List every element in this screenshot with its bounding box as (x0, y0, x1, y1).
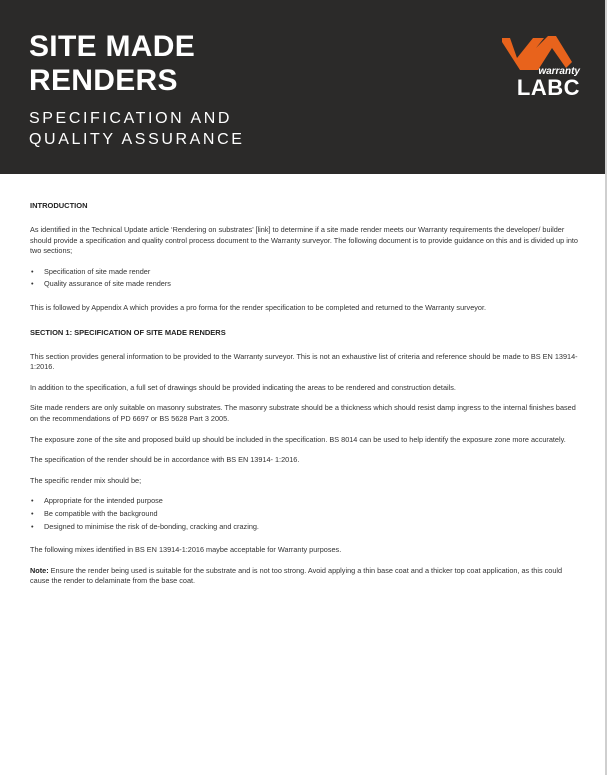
page-title (29, 30, 195, 98)
list-item: • Specification of site made render (30, 267, 578, 278)
page-header (0, 0, 605, 174)
intro-bullet-list (30, 267, 578, 290)
section1-paragraph-1: This section provides general information to be provided to the Warranty surveyor. This is not an exhaustive list of criteria and reference should be made to BS EN 13914- 1:2016. (30, 351, 578, 372)
intro-heading: INTRODUCTION (30, 201, 88, 210)
note-label: Note: (30, 565, 49, 575)
section1-paragraph-6: The specific render mix should be; (30, 475, 142, 485)
page-subtitle (29, 108, 245, 150)
list-item: • Designed to minimise the risk of de-bonding, cracking and crazing. (30, 522, 578, 533)
section1-paragraph-4: The exposure zone of the site and proposed build up should be included in the specification. BS 8014 can be used to help identify the exposure zone more accurately. (30, 434, 566, 444)
render-mix-bullet-list (30, 496, 578, 532)
intro-paragraph-1: As identified in the Technical Update article ‘Rendering on substrates’ [link] to determine if a site made render meets our Warranty requirements the developer/ builder should provide a specification and quality control process document to the Warranty surveyor. The following document is to provide guidance on this and is divided up into two sections; (30, 225, 578, 256)
section1-paragraph-7: The following mixes identified in BS EN 13914-1:2016 maybe acceptable for Warranty purposes. (30, 545, 342, 555)
note-text: Ensure the render being used is suitable for the substrate and is not too strong. Avoid applying a thin base coat and a thicker top coat application, as this could cause the render to delaminate from the base coat. (30, 565, 563, 586)
document-body (30, 201, 578, 597)
section1-paragraph-3: Site made renders are only suitable on masonry substrates. The masonry substrate should be a thickness which should resist damp ingress to the internal finishes based on the recommendations of PD 6697 or BS 5628 Part 3 2005. (30, 403, 576, 423)
subtitle-line-1: SPECIFICATION AND (29, 110, 233, 127)
logo-labc-text: LABC (516, 75, 580, 100)
logo-warranty-text: warranty (538, 66, 580, 77)
section1-heading: SECTION 1: SPECIFICATION OF SITE MADE RENDERS (30, 327, 226, 337)
list-item: • Quality assurance of site made renders (30, 279, 578, 290)
labc-warranty-logo (496, 34, 580, 100)
intro-paragraph-2: This is followed by Appendix A which provides a pro forma for the render specification to be completed and returned to the Warranty surveyor. (30, 302, 487, 312)
subtitle-line-2: QUALITY ASSURANCE (29, 131, 245, 148)
list-item: • Be compatible with the background (30, 509, 578, 520)
title-line-1: SITE MADE (29, 30, 196, 63)
section1-paragraph-2: In addition to the specification, a full set of drawings should be provided indicating the areas to be rendered and construction details. (30, 382, 456, 392)
list-item: • Appropriate for the intended purpose (30, 496, 578, 507)
title-line-2: RENDERS (29, 64, 178, 97)
note-paragraph (30, 566, 578, 587)
section1-paragraph-5: The specification of the render should be in accordance with BS EN 13914- 1:2016. (30, 455, 300, 465)
